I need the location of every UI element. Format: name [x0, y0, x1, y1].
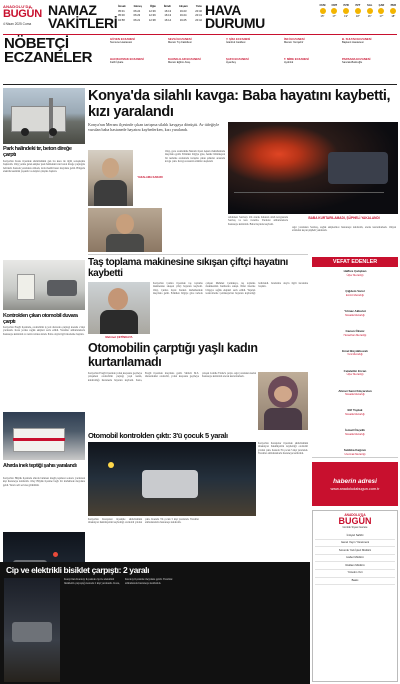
namaz-header: Öğle	[149, 5, 156, 8]
otomobil-photo	[3, 260, 85, 310]
namaz-header: Akşam	[178, 5, 188, 8]
namaz-block	[48, 4, 203, 32]
namaz-rows	[118, 10, 202, 24]
vefat-place: Üçler Mezarlığı	[346, 273, 364, 277]
namaz-header: İmsak	[118, 5, 126, 8]
imprint-subtitle: Günlük Siyasi Gazete	[342, 526, 368, 529]
namaz-time: 19:24	[179, 14, 187, 18]
namaz-header: İkindi	[163, 5, 171, 8]
imprint-row: İmtiyaz Sahibi	[315, 532, 395, 540]
namaz-time: 19:25	[179, 18, 187, 22]
issue-date: 4 Nisan 2025 Cuma	[3, 22, 32, 26]
weather-title-1: HAVA	[205, 2, 241, 18]
logo-main: BUGÜN	[3, 8, 42, 20]
weather-day	[376, 4, 387, 18]
weather-day-name: CMT	[331, 4, 338, 7]
pharmacy-title-1: NÖBETÇİ	[4, 35, 69, 52]
weather-day	[341, 4, 352, 18]
vefat-place: Musalla Mezarlığı	[345, 413, 365, 417]
tas-headline: Taş toplama makinesine sıkışan çiftçi hayatını kaybetti	[88, 257, 288, 279]
sun-icon	[355, 8, 361, 14]
pharmacy-item	[226, 58, 282, 64]
vefat-list	[312, 270, 398, 458]
namaz-time: 20:40	[195, 9, 202, 13]
pharmacy-name: ŞAFO ECZANESİ	[226, 57, 249, 61]
woman-portrait	[258, 372, 308, 430]
yarali-body-cont: Konya'nın Karapınar ilçesinde sürücüsünün direksiyon hakimiyetini kaybettiği otomobil yoldan çıktı. Kazada 3'ü çocuk 5 kişi yaralandı. Yaralılar ambulanslarla hastaneye kaldırıldı.	[88, 518, 199, 525]
vefat-item	[312, 330, 398, 338]
vefat-place: Musalla Mezarlığı	[345, 393, 365, 397]
cip-photo	[4, 578, 60, 682]
weather-temp: 18°	[391, 15, 396, 18]
vefat-item	[312, 449, 398, 457]
weather-day-name: PER	[390, 4, 396, 7]
weather-day	[364, 4, 375, 18]
cip-body: Konya'nın Karatay ilçesinde cip ile elektrikli bisikletin çarpıştığı kazada 2 kişi yaralandı. Kaza, Karatay ilçesinde meydana geldi. Yaralılar ambulansla hastaneye kaldırıldı.	[64, 578, 173, 585]
namaz-time: 04:58	[118, 18, 125, 22]
vefat-name: Yılmaz Akbulut	[344, 308, 366, 313]
pharmacy-item	[168, 38, 224, 44]
weather-title	[205, 4, 265, 30]
vefat-item	[312, 290, 398, 298]
sun-icon	[378, 8, 384, 14]
pharmacy-item	[226, 38, 282, 44]
weather-block	[205, 4, 397, 32]
vefat-item	[312, 310, 398, 318]
ad-line1: haberin adresi	[333, 477, 377, 485]
weather-day-name: PZR	[343, 4, 349, 7]
vefat-header	[312, 257, 398, 267]
vefat-name: Elif Toplak	[347, 408, 363, 413]
pharmacy-item	[342, 58, 398, 64]
main-divider	[88, 254, 308, 255]
weather-temp: 16°	[367, 15, 372, 18]
vefat-name: Çiğdem Varol	[345, 288, 365, 293]
story3-body: Konya'nın Hüyük ilçesinde ahırda bulunan ineğin tepmesi sonucu yaralanan kişi hastaneye kaldırıldı. Olay Hüyük ilçesine bağlı bir mahallede meydana geldi. Yaralı acil servise götürüldü.	[3, 477, 85, 487]
pharmacy-area: İstanbul Caddesi	[226, 41, 246, 45]
vefat-name: Sıddıka Kağıncı	[343, 448, 367, 453]
imprint-row: Baskı	[315, 578, 395, 586]
suspect-caption: YAKALAMA KARARI	[137, 176, 163, 179]
weather-day-name: ÇAR	[378, 4, 385, 7]
vefat-name: Celalettin Ercan	[343, 368, 367, 373]
tas-body: Konya'nın Çumra ilçesinde taş toplama makinesine sıkışan çiftçi hayatını kaybetti. Olay, Çumra ilçesi Karkın mahallesinde meydana geldi. Edinilen bilgiye göre tarlada çalışan Mehmet Çetinkaya, taş toplama makinesinin bantlarına sıkıştı. İhbar üzerine bölgeye sağlık ekipleri sevk edildi. Yapılan kontrollerde Çetinkaya'nın hayatını kaybettiği belirlendi. Jandarma olayla ilgili inceleme başlattı.	[153, 282, 308, 295]
weather-title-2: DURUMU	[205, 15, 265, 31]
pharmacy-name: PARSANA ECZANESİ	[342, 57, 371, 61]
namaz-time: 06:23	[133, 14, 141, 18]
pharmacy-name: İNCİ ECZANESİ	[284, 37, 305, 41]
pharmacy-area: Aydınlık	[284, 61, 294, 65]
vefat-place: Yeni Mezarlığı	[347, 353, 363, 357]
tir-photo	[3, 88, 85, 144]
oto-headline: Otomobilin çarptığı yaşlı kadın kurtarılamadı	[88, 341, 258, 369]
main-headline: Konya'da silahlı kavga: Baba hayatını kaybetti, kızı yaralandı	[88, 88, 391, 120]
weather-temp: 15°	[320, 15, 325, 18]
weather-day-name: SAL	[367, 4, 373, 7]
main-scene-photo	[228, 122, 398, 214]
pharmacy-grid	[110, 38, 398, 78]
vefat-name: Canan Öksüz	[345, 328, 365, 333]
imprint-row: Sorumlu Yazı İşleri Müdürü	[315, 547, 395, 555]
imprint-rows	[315, 532, 395, 585]
farmer-caption: Mehmet ÇETİNKAYA	[105, 335, 133, 339]
pharmacy-item	[110, 38, 166, 44]
pharmacy-name: HACIKAYMAK ECZANESİ	[110, 57, 144, 61]
pharmacy-divider	[3, 84, 397, 85]
vefat-item	[312, 270, 398, 278]
namaz-time: 12:39	[148, 9, 156, 13]
pharmacy-area: Meram Tıp Fakültesi	[168, 41, 192, 45]
pharmacy-item	[284, 38, 340, 44]
pharmacy-item	[110, 58, 166, 64]
namaz-time: 16:13	[164, 9, 172, 13]
vefat-item	[312, 370, 398, 378]
main-body-a: Olay, gece saatlerinde Meram ilçesi Aşkan mahallesinde meydana geldi. Edinilen bilgiye göre, henüz bilinmeyen bir nedenle aralarında tartışma çıkan şahıslar arasında kavga çıktı. Kavga sırasında silahlar ateşlendi.	[165, 150, 225, 163]
vefat-item	[312, 390, 398, 398]
masthead	[3, 4, 45, 32]
weather-day	[317, 4, 328, 18]
namaz-time: 12:39	[148, 14, 156, 18]
weather-temp: 17°	[379, 15, 384, 18]
vefat-name: İsmail Özçelik	[345, 428, 365, 433]
pharmacy-area: Numune Hastanesi	[110, 41, 133, 45]
pharmacy-area: Sancak-Balcıoğlu	[342, 61, 363, 65]
story2-body: Konya'nın Ereğli ilçesinde, otomobilin iş yeri duvarına çarptığı kazada 2 kişi yaralandı. Kaza yerine sağlık ekipleri sevk edildi. Yaralılar ambulanslarla hastaneye kaldırıldı ve tedavi altına alındı. Polis olayla ilgili inceleme başlattı.	[3, 326, 85, 336]
weather-temp: 17°	[332, 15, 337, 18]
pharmacy-name: B. SULTAN ECZANESİ	[342, 37, 372, 41]
namaz-header: Güneş	[133, 5, 142, 8]
pharmacy-name: Y. ŞİFA ECZANESİ	[226, 37, 251, 41]
weather-temp: 19°	[344, 15, 349, 18]
pharmacy-title-2: ECZANELER	[4, 49, 93, 66]
weather-days	[317, 4, 399, 18]
namaz-title-2: VAKİTLERİ	[48, 15, 118, 31]
namaz-title-1: NAMAZ	[48, 2, 97, 18]
namaz-header: Yatsı	[195, 5, 202, 8]
weather-day	[329, 4, 340, 18]
namaz-time: 05:01	[118, 9, 125, 13]
namaz-time: 16:14	[164, 18, 172, 22]
namaz-time: 05:00	[118, 14, 125, 18]
namaz-row	[118, 19, 202, 24]
imprint-row: Genel Yayın Yönetmeni	[315, 540, 395, 548]
imprint-box	[312, 510, 398, 682]
yarali-headline: Otomobil kontrolden çıktı: 3'ü çocuk 5 yaralı	[88, 431, 228, 440]
weather-day	[388, 4, 399, 18]
vefat-item	[312, 429, 398, 437]
sun-icon	[367, 8, 373, 14]
callout-body: Ağır yaralanan Sarıbaş, sağlık ekiplerince hastaneye kaldırıldı, ancak kurtarılamadı. Olayın ardından kaçan şüpheli yakalandı.	[292, 226, 396, 233]
vefat-place: Emirci Mezarlığı	[346, 293, 364, 297]
pharmacy-item	[284, 58, 340, 64]
oto-body: Konya'nın Ereğli ilçesinde yolun karşısına geçmeye çalışırken otomobilin çarptığı yaşlı kadın, kaldırıldığı hastanede hayatını kaybetti. Kaza, Ereğli ilçesinde meydana geldi. Sürücü M.S. idaresindeki otomobil, yolun karşısına geçmeye çalışan Cemile Yıldız'a çarptı. Ağır yaralanan kadın hastaneye kaldırıldı ancak kurtarılamadı.	[88, 372, 256, 382]
imprint-row: Yönetim Yeri	[315, 570, 395, 578]
pharmacy-item	[342, 38, 398, 44]
vefat-place: Hocacihan Mezarlığı	[343, 333, 367, 337]
yarali-body: Konya'nın Karapınar ilçesinde sürücüsünün direksiyon hakimiyetini kaybettiği otomobil yoldan çıktı. Kazada 3'ü çocuk 5 kişi yaralandı. Yaralılar ambulanslarla hastaneye kaldırıldı.	[258, 442, 308, 455]
pharmacy-name: KAVAKLILAR ECZANESİ	[168, 57, 201, 61]
yarali-photo	[88, 442, 256, 516]
sun-icon	[343, 8, 349, 14]
ad-line2[interactable]: www.anadoludabugun.com.tr	[330, 486, 380, 491]
pharmacy-name: SEVGİ ECZANESİ	[168, 37, 192, 41]
weather-temp: 18°	[355, 15, 360, 18]
imprint-row: Reklam Müdürü	[315, 562, 395, 570]
namaz-time: 06:21	[133, 18, 141, 22]
namaz-title	[48, 4, 117, 30]
namaz-time: 06:24	[133, 9, 141, 13]
pharmacy-area: Fatih İçkale	[110, 61, 124, 65]
namaz-time: 20:41	[195, 14, 202, 18]
namaz-time: 19:23	[179, 9, 187, 13]
pharmacy-area: Ayanbey	[226, 61, 237, 65]
farmer-portrait	[88, 282, 150, 334]
ambulans-photo	[3, 412, 85, 460]
callout-title: BABA KURTARILAMADI, ŞÜPHELİ YAKALANDI	[308, 216, 380, 220]
vefat-title: VEFAT EDENLER	[332, 259, 378, 265]
vefat-place: Üçler Mezarlığı	[346, 373, 364, 377]
story1-body: Konya'nın Konu ilçesinde sürücüsünün gen bu kaza ile ilgili soruşturma başlatıldı. Olay yerine gelen ekipler park halindeki tırın beton direğe çarptığını belirledi. Kazada yaralanan olmadı, tırda maddi hasar meydana geldi. Bölgede elektrik kesintisi yaşandı ve ekipler çalışma başlattı.	[3, 160, 85, 173]
sun-icon	[331, 8, 337, 14]
pharmacy-title	[4, 37, 104, 65]
vefat-place: Musalla Mezarlığı	[345, 433, 365, 437]
weather-day-name: PZT	[355, 4, 361, 7]
vefat-place: Musalla Mezarlığı	[345, 313, 365, 317]
story1-title: Park halindeki tır, beton direğe çarptı	[3, 146, 72, 158]
pharmacy-item	[168, 58, 224, 64]
imprint-logo-main: BUGÜN	[338, 516, 372, 526]
main-intro: Konya'nın Meram ilçesinde çıkan tartışma silahlı kavgaya dönüştü. Av tüfeğiyle vurulan baba hastanede hayatını kaybederken, kızı yaralandı.	[88, 122, 220, 132]
story2-title: Kontrolden çıkan otomobil duvara çarptı	[3, 313, 78, 325]
namaz-time: 20:42	[195, 18, 202, 22]
vefat-name: Haflize Çalışkan	[343, 269, 367, 273]
suspect-portrait	[88, 150, 133, 206]
main-body-b: Abdulsen Sarıbaş'ı ölü olarak bulunan silah kavgasında Sarıbaş ve kızı vuruldu. Yaralılar ambulanslarla hastaneye kaldırıldı. Baba hayatını kaybetti.	[228, 216, 288, 226]
old-man-portrait	[88, 208, 162, 252]
namaz-time: 16:13	[164, 14, 172, 18]
imprint-logo-top: ANADOLU'DA	[344, 513, 366, 517]
pharmacy-name: T. MİRE ECZANESİ	[284, 57, 309, 61]
vefat-item	[312, 409, 398, 417]
story3-title: Ahırda inek teptiği şahıs yaralandı	[3, 463, 77, 469]
vefat-name: Emel Büyükbozalı	[342, 348, 368, 353]
weather-day-name: CUM	[319, 4, 326, 7]
namaz-table	[118, 5, 202, 23]
pharmacy-name: GÜVEN ECZANESİ	[110, 37, 135, 41]
logo-top: ANADOLU'DA	[3, 4, 32, 9]
vefat-item	[312, 350, 398, 358]
weather-day	[352, 4, 363, 18]
pharmacy-area: Meram Eğitim Araş.	[168, 61, 191, 65]
sun-icon	[390, 8, 396, 14]
ad-banner[interactable]	[312, 462, 398, 506]
cip-headline: Cip ve elektrikli bisiklet çarpıştı: 2 yaralı	[6, 565, 150, 575]
vefat-place: Uluırmak Mezarlığı	[344, 453, 366, 457]
sun-icon	[320, 8, 326, 14]
pharmacy-area: Başkent Hastanesi	[342, 41, 364, 45]
imprint-row: Haber Müdürü	[315, 555, 395, 563]
vefat-name: Ahmet Sami Kılıçarslan	[338, 388, 372, 393]
namaz-time: 12:38	[148, 18, 156, 22]
pharmacy-area: Meram Yenişehir	[284, 41, 304, 45]
